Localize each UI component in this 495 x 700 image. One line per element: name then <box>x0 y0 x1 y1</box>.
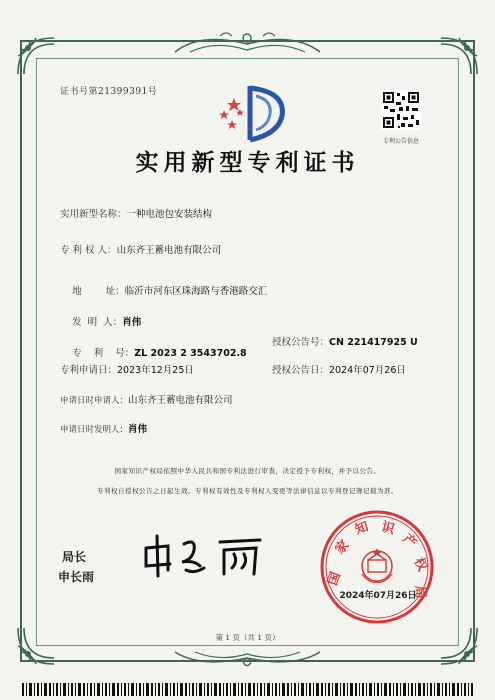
barcode-icon <box>22 683 473 696</box>
svg-text:国: 国 <box>325 570 344 588</box>
field-name <box>60 206 212 220</box>
qr-code-icon <box>381 90 421 130</box>
field-value: CN 221417925 U <box>329 337 418 348</box>
cnipa-logo-icon <box>210 82 292 144</box>
svg-text:产: 产 <box>399 531 420 552</box>
svg-text:知: 知 <box>353 519 371 538</box>
field-value: 临沂市河东区珠海路与香港路交汇 <box>124 286 268 297</box>
director-name: 申长雨 <box>58 570 95 584</box>
field-value: 肖伟 <box>122 317 142 328</box>
bottom-ornament-icon <box>170 648 325 670</box>
field-value: 肖伟 <box>128 424 148 435</box>
top-ornament-icon <box>170 30 325 56</box>
field-label: 授权公告日： <box>272 365 330 376</box>
field-value: 2023年12月25日 <box>117 365 194 376</box>
field-value: 山东齐王蓄电池有限公司 <box>116 245 222 256</box>
field-label: 实用新型名称： <box>60 209 127 220</box>
field-applicant-at-filing <box>60 392 233 406</box>
field-value: 一种电池包安装结构 <box>126 209 213 220</box>
corner-ornament-icon <box>14 624 58 668</box>
signature-icon <box>138 530 268 580</box>
field-label: 地 址： <box>72 286 125 297</box>
field-value: 2024年07月26日 <box>329 365 406 376</box>
corner-ornament-icon <box>437 624 481 668</box>
director-title: 局长 <box>62 550 87 564</box>
svg-text:识: 识 <box>379 519 397 538</box>
field-label: 申请日时申请人： <box>60 396 129 406</box>
field-label: 专 利 权 人： <box>60 245 117 256</box>
field-grant-date <box>272 362 406 376</box>
corner-ornament-icon <box>14 34 58 78</box>
field-label: 专利申请日： <box>60 365 118 376</box>
seal-date: 2024年07月26日 <box>339 591 417 601</box>
field-value: 山东齐王蓄电池有限公司 <box>128 395 233 406</box>
svg-text:家: 家 <box>332 537 353 558</box>
field-patentee <box>60 242 221 256</box>
svg-text:权: 权 <box>410 555 430 574</box>
notice-line-1: 国家知识产权局依照中华人民共和国专利法进行审查，决定授予专利权，并予以公告。 <box>114 467 381 475</box>
svg-text:局: 局 <box>412 585 427 599</box>
field-value: ZL 2023 2 3543702.8 <box>134 348 247 359</box>
field-filing-date <box>60 362 194 376</box>
notice-line-2: 专利权自授权公告之日起生效。专利权有效性及专利权人变更等法律信息以专利登记簿记载为准。 <box>97 487 398 495</box>
field-grant-no <box>272 334 418 348</box>
certificate-title: 实用新型专利证书 <box>135 149 360 176</box>
field-inventor-at-filing <box>60 421 147 435</box>
field-label: 授权公告号： <box>272 337 330 348</box>
corner-ornament-icon <box>437 34 481 78</box>
field-label: 发 明 人： <box>72 317 123 328</box>
official-seal-icon <box>318 508 436 626</box>
page-number: 第 1 页（共 1 页） <box>215 633 280 642</box>
field-label: 申请日时发明人： <box>60 425 129 435</box>
certificate-number: 证书号第21399391号 <box>60 87 158 97</box>
field-label: 专 利 号： <box>72 348 135 359</box>
qr-label: 专利公告信息 <box>382 138 419 145</box>
